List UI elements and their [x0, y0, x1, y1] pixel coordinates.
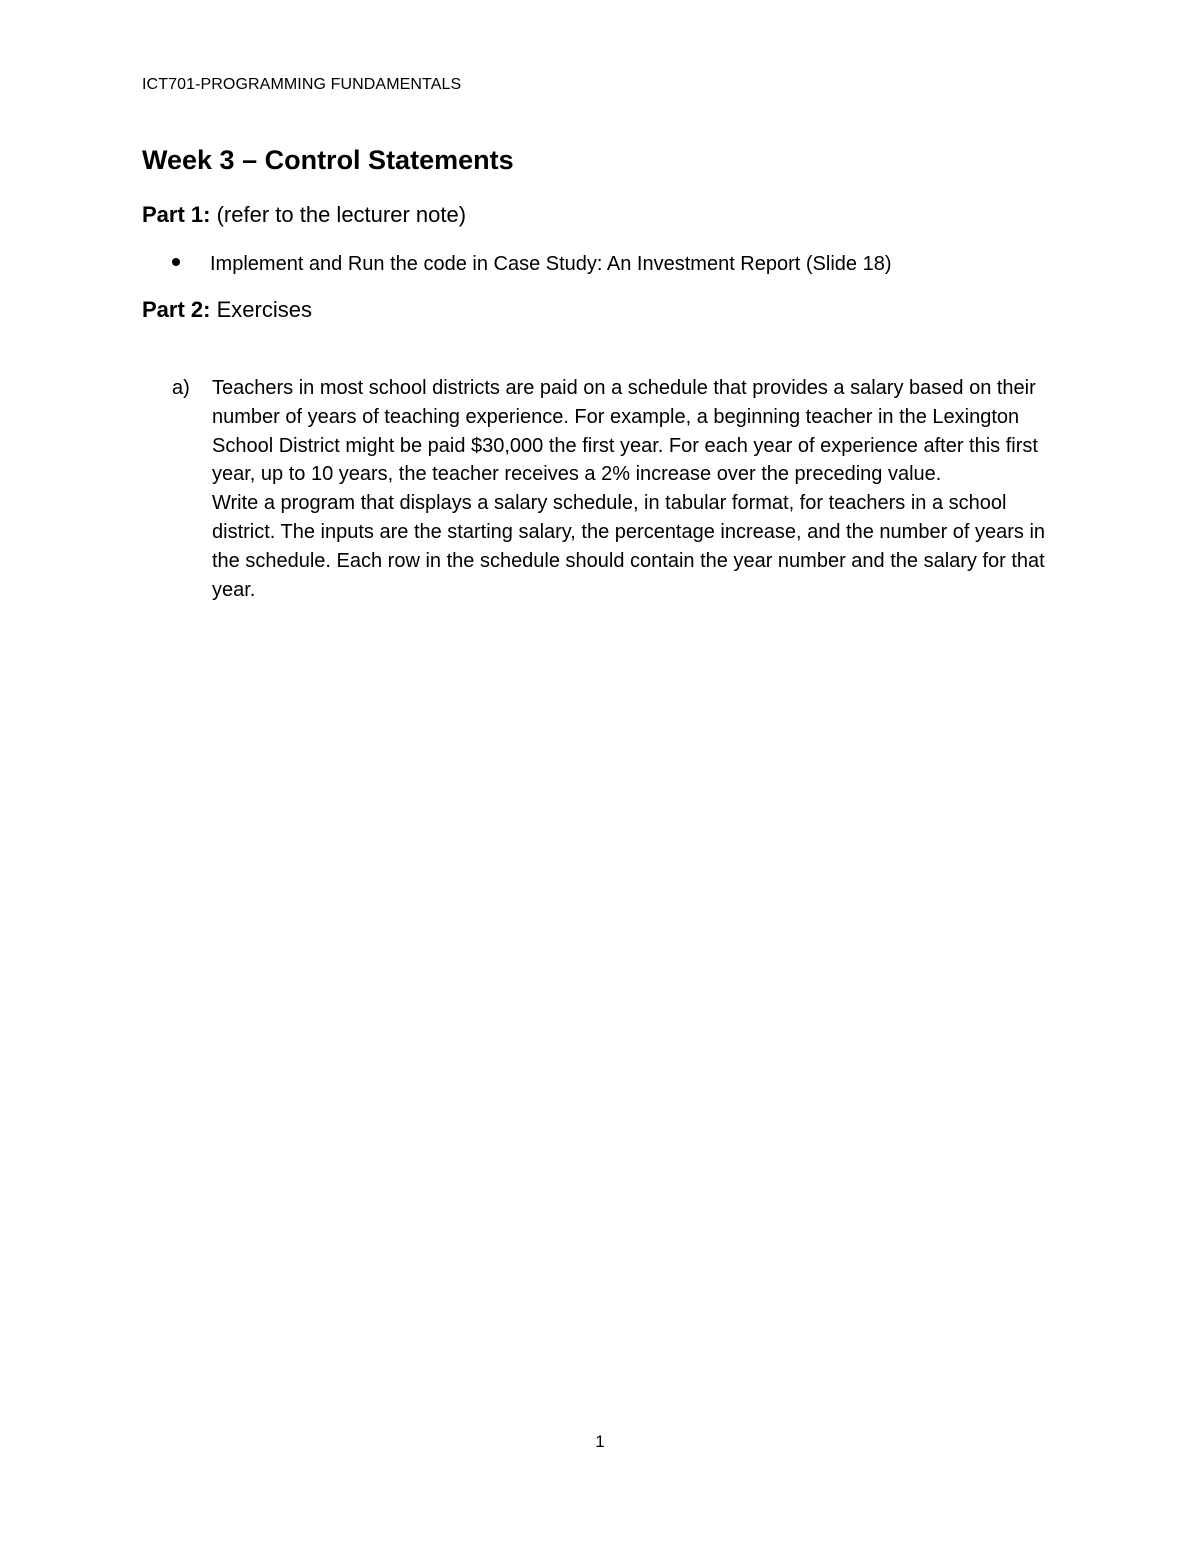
bullet-icon: [172, 258, 180, 266]
part-1-heading: [142, 202, 466, 228]
exercise-body: [212, 374, 1072, 604]
exercise-paragraph-1: Teachers in most school districts are paid on a schedule that provides a salary based on their number of years of teaching experience. For example, a beginning teacher in the Lexington School District might be paid $30,000 the first year. For each year of experience after this first year, up to 10 years, the teacher receives a 2% increase over the preceding value.: [212, 377, 1038, 486]
part-1-label: Part 1:: [142, 202, 211, 227]
list-item: [172, 253, 891, 276]
page-number: 1: [595, 1432, 605, 1451]
exercise-marker: a): [172, 377, 190, 399]
bullet-text: Implement and Run the code in Case Study: An Investment Report (Slide 18): [210, 253, 892, 275]
exercise-paragraph-2: Write a program that displays a salary schedule, in tabular format, for teachers in a school district. The inputs are the starting salary, the percentage increase, and the number of years in the schedule. Each row in the schedule should contain the year number and the salary for that year.: [212, 492, 1046, 601]
part-1-text: (refer to the lecturer note): [210, 202, 467, 227]
part-2-text: Exercises: [210, 297, 312, 322]
part-2-label: Part 2:: [142, 297, 211, 322]
page-title: Week 3 – Control Statements: [142, 145, 514, 175]
exercise-a: [172, 374, 1072, 604]
course-header: ICT701-PROGRAMMING FUNDAMENTALS: [142, 76, 462, 93]
part-2-heading: [142, 297, 312, 323]
